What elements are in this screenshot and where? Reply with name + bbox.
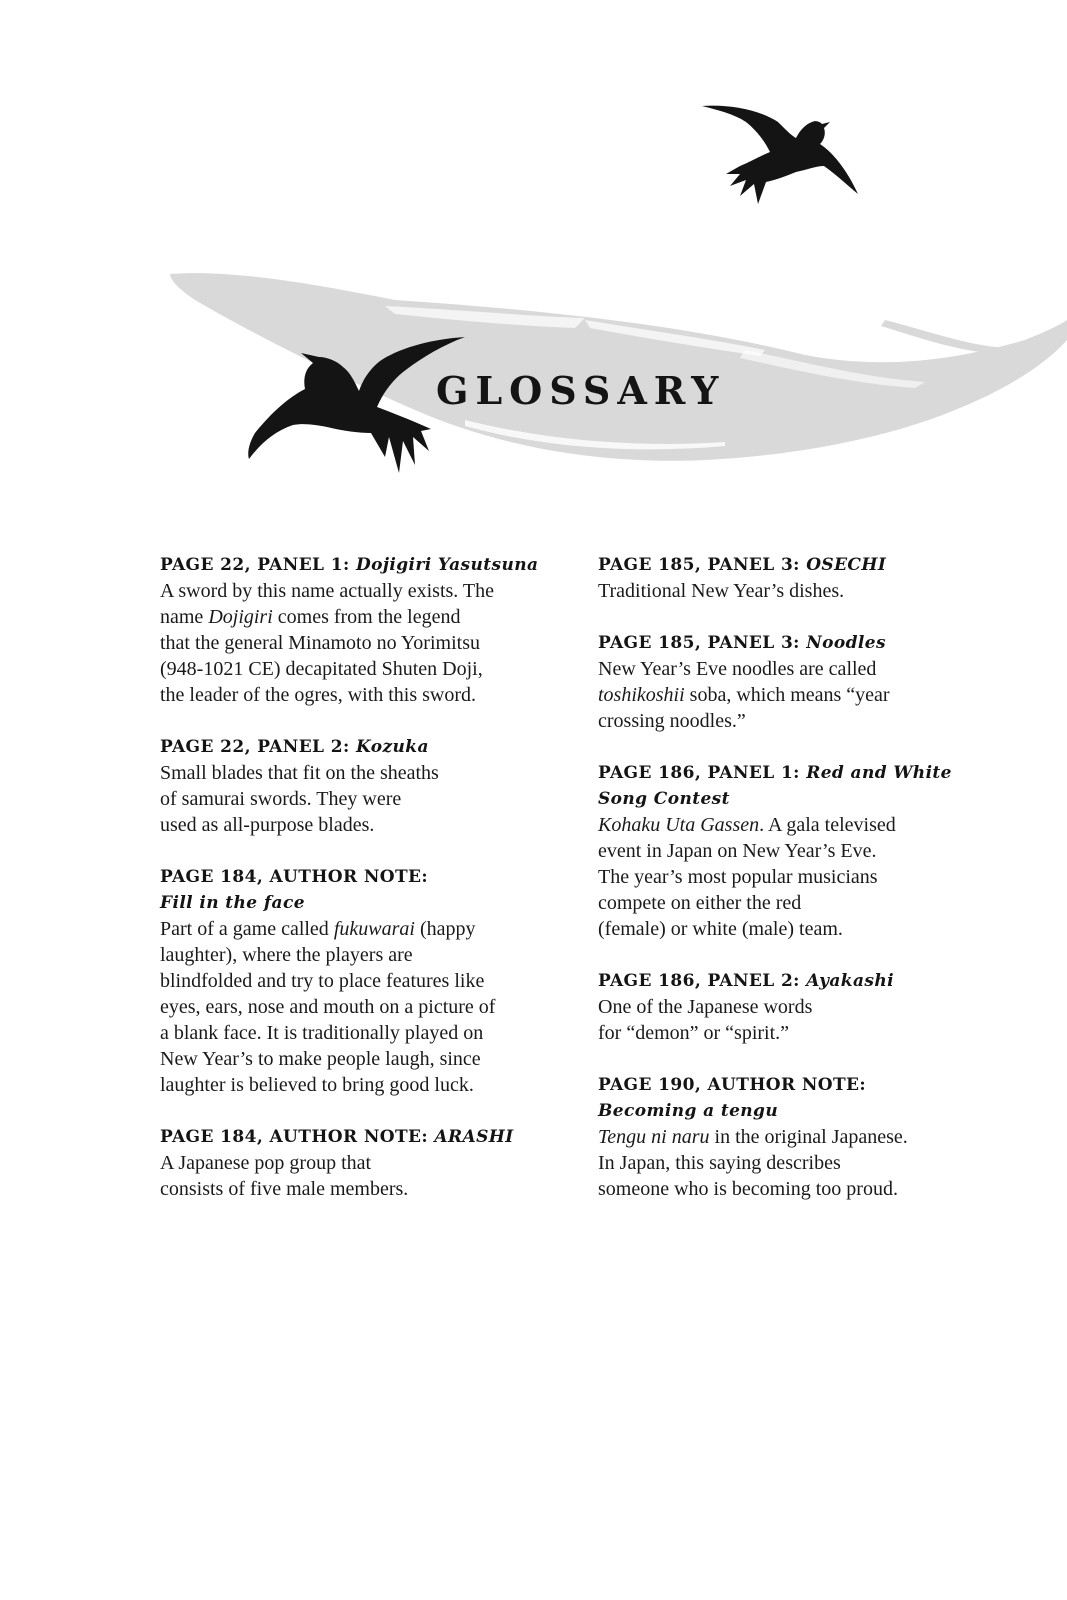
entry-body: Part of a game called fukuwarai (happy laughter), where the players are blindfolded and try to place features like eyes, ears, nose and mouth on a picture of a blank face. It is traditionally played on New Year’s to make people laugh, since laughter is believed to bring good luck. (160, 918, 496, 1096)
entry-term: Dojigiri Yasutsuna (355, 555, 539, 575)
entry-heading: PAGE 184, AUTHOR NOTE: (160, 867, 429, 887)
entry-term: OSECHI (806, 555, 887, 575)
entry-term-continued: Song Contest (598, 789, 730, 809)
glossary-entry (598, 552, 998, 604)
bird-silhouette-title-icon (243, 333, 467, 478)
glossary-column-left (160, 552, 580, 1228)
glossary-entry (598, 968, 998, 1046)
entry-heading: PAGE 22, PANEL 2: Kozuka (160, 737, 429, 757)
entry-term: ARASHI (434, 1127, 514, 1147)
glossary-entry (598, 760, 998, 942)
glossary-entry (160, 734, 580, 838)
glossary-entry (160, 864, 580, 1098)
entry-term: Red and White (806, 763, 952, 783)
entry-term: Becoming a tengu (598, 1101, 779, 1121)
entry-term: Fill in the face (160, 893, 305, 913)
entry-body: Kohaku Uta Gassen. A gala televised event in Japan on New Year’s Eve. The year’s most popular musicians compete on either the red (female) or white (male) team. (598, 814, 896, 940)
bird-silhouette-top-icon (700, 100, 860, 210)
entry-body: Tengu ni naru in the original Japanese. In Japan, this saying describes someone who is becoming too proud. (598, 1126, 908, 1200)
entry-heading: PAGE 186, PANEL 2: Ayakashi (598, 971, 894, 991)
entry-heading: PAGE 185, PANEL 3: Noodles (598, 633, 886, 653)
entry-term: Noodles (806, 633, 886, 653)
entry-body: A Japanese pop group that consists of five male members. (160, 1152, 409, 1200)
entry-body: Small blades that fit on the sheaths of samurai swords. They were used as all-purpose blades. (160, 762, 439, 836)
entry-heading: PAGE 22, PANEL 1: Dojigiri Yasutsuna (160, 555, 539, 575)
page-title: GLOSSARY (436, 368, 726, 413)
entry-body: New Year’s Eve noodles are called toshikoshii soba, which means “year crossing noodles.” (598, 658, 890, 732)
entry-heading: PAGE 186, PANEL 1: Red and White (598, 763, 952, 783)
entry-body: One of the Japanese words for “demon” or “spirit.” (598, 996, 813, 1044)
glossary-entry (160, 1124, 580, 1202)
entry-term: Kozuka (355, 737, 429, 757)
glossary-column-right (598, 552, 998, 1228)
entry-body: Traditional New Year’s dishes. (598, 580, 845, 602)
entry-term: Ayakashi (806, 971, 894, 991)
glossary-entry (598, 1072, 998, 1202)
entry-body: A sword by this name actually exists. The name Dojigiri comes from the legend that the general Minamoto no Yorimitsu (948-1021 CE) decapitated Shuten Doji, the leader of the ogres, with this sword. (160, 580, 495, 706)
entry-heading: PAGE 184, AUTHOR NOTE: ARASHI (160, 1127, 514, 1147)
glossary-entry (598, 630, 998, 734)
entry-heading: PAGE 185, PANEL 3: OSECHI (598, 555, 887, 575)
entry-heading: PAGE 190, AUTHOR NOTE: (598, 1075, 867, 1095)
glossary-entry (160, 552, 580, 708)
